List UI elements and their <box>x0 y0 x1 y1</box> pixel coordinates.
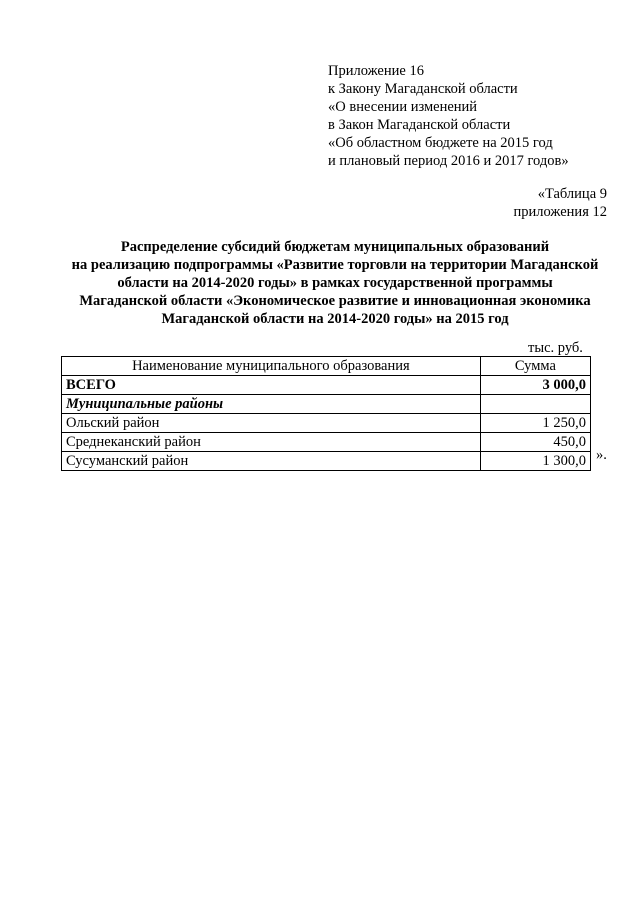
district-sum: 450,0 <box>480 433 590 452</box>
appendix-line: «Об областном бюджете на 2015 год <box>328 135 553 151</box>
section-label: Муниципальные районы <box>62 395 481 414</box>
table-ref-line: «Таблица 9 <box>537 186 607 202</box>
title-line: области на 2014-2020 годы» в рамках государственной программы <box>117 275 553 291</box>
table-reference <box>514 185 607 221</box>
district-name: Ольский район <box>62 414 481 433</box>
closing-quote-mark: ». <box>596 447 607 463</box>
district-name: Среднеканский район <box>62 433 481 452</box>
table-row <box>62 452 591 471</box>
table-header-row <box>62 357 591 376</box>
units-label: тыс. руб. <box>528 340 583 356</box>
district-name: Сусуманский район <box>62 452 481 471</box>
table-ref-line: приложения 12 <box>513 204 607 220</box>
table-row-section <box>62 395 591 414</box>
column-header-sum: Сумма <box>480 357 590 376</box>
column-header-name: Наименование муниципального образования <box>62 357 481 376</box>
table-row <box>62 414 591 433</box>
appendix-line: и плановый период 2016 и 2017 годов» <box>328 153 569 169</box>
subsidy-table <box>61 356 591 471</box>
table-row-total <box>62 376 591 395</box>
appendix-line: в Закон Магаданской области <box>328 117 511 133</box>
appendix-line: «О внесении изменений <box>328 99 478 115</box>
title-line: Магаданской области на 2014-2020 годы» на 2015 год <box>161 311 509 327</box>
appendix-reference <box>328 62 569 170</box>
district-sum: 1 300,0 <box>480 452 590 471</box>
document-title <box>40 238 630 328</box>
total-sum: 3 000,0 <box>480 376 590 395</box>
appendix-line: Приложение 16 <box>328 63 424 79</box>
table-row <box>62 433 591 452</box>
title-line: Магаданской области «Экономическое развитие и инновационная экономика <box>79 293 591 309</box>
district-sum: 1 250,0 <box>480 414 590 433</box>
title-line: на реализацию подпрограммы «Развитие торговли на территории Магаданской <box>71 257 599 273</box>
title-line: Распределение субсидий бюджетам муниципальных образований <box>120 239 550 255</box>
appendix-line: к Закону Магаданской области <box>328 81 518 97</box>
section-sum <box>480 395 590 414</box>
total-label: ВСЕГО <box>62 376 481 395</box>
